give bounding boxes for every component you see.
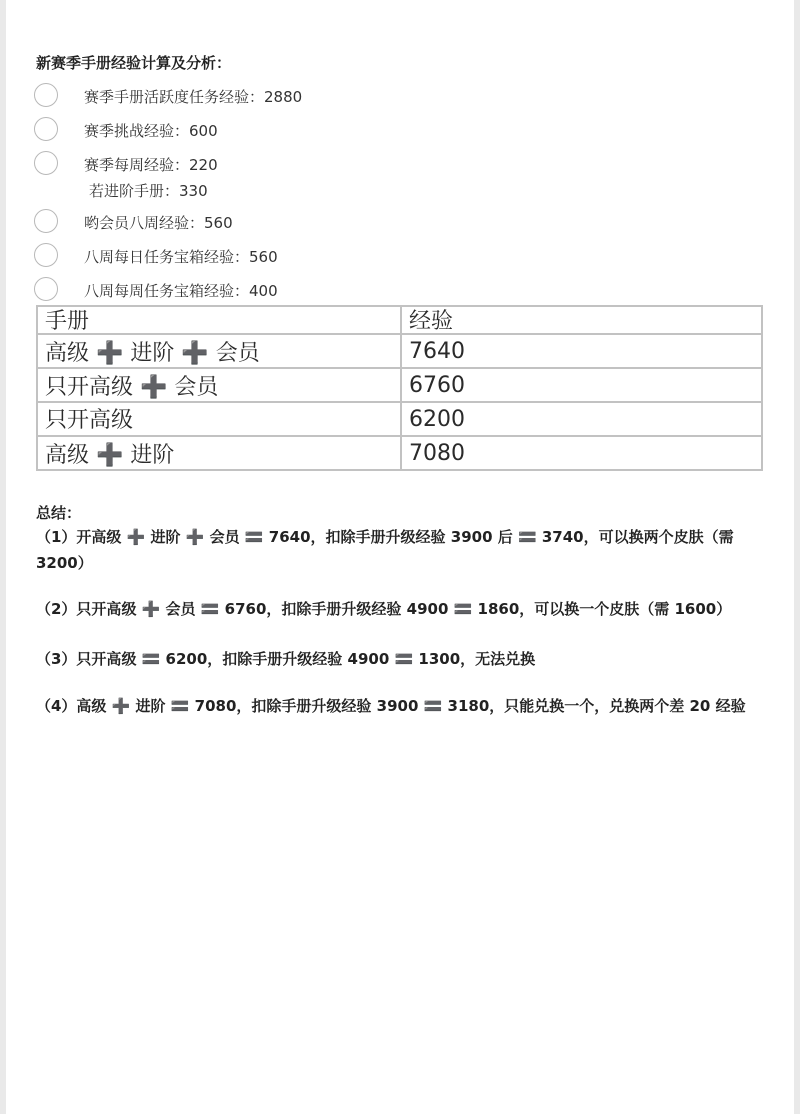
checklist-item-weekly-chest[interactable]	[34, 277, 634, 303]
experience-table	[36, 305, 763, 471]
checkbox-circle-icon[interactable]	[34, 277, 58, 301]
checklist-item-weekly[interactable]	[34, 151, 634, 177]
table-cell: 6200	[401, 402, 762, 436]
summary-line: （2）只开高级 ➕ 会员 🟰 6760，扣除手册升级经验 4900 🟰 1860，可以换一个皮肤（需 1600）	[36, 600, 732, 618]
table-cell: 只开高级 ➕ 会员	[37, 368, 401, 402]
checkbox-circle-icon[interactable]	[34, 243, 58, 267]
checkbox-circle-icon[interactable]	[34, 83, 58, 107]
table-cell: 高级 ➕ 进阶 ➕ 会员	[37, 334, 401, 368]
table-row	[37, 368, 762, 402]
table-row	[37, 334, 762, 368]
summary-line: （3）只开高级 🟰 6200，扣除手册升级经验 4900 🟰 1300，无法兑换	[36, 650, 536, 668]
checklist-item-label: 哟会员八周经验：560	[84, 214, 233, 232]
checkbox-circle-icon[interactable]	[34, 117, 58, 141]
checkbox-circle-icon[interactable]	[34, 151, 58, 175]
checklist-subline-advanced: 若进阶手册：330	[89, 182, 208, 200]
checklist-item-challenge[interactable]	[34, 117, 634, 143]
table-header-cell: 手册	[37, 306, 401, 334]
document-page	[6, 0, 794, 1114]
checklist-item-daily-chest[interactable]	[34, 243, 634, 269]
table-row	[37, 402, 762, 436]
table-cell: 7640	[401, 334, 762, 368]
checklist-item-label: 赛季每周经验：220	[84, 156, 218, 174]
checkbox-circle-icon[interactable]	[34, 209, 58, 233]
checklist-item-label: 八周每周任务宝箱经验：400	[84, 282, 278, 300]
checklist-item-activity[interactable]	[34, 83, 634, 109]
summary-line: （4）高级 ➕ 进阶 🟰 7080，扣除手册升级经验 3900 🟰 3180，只能兑换一个，兑换两个差 20 经验	[36, 697, 746, 715]
table-header-cell: 经验	[401, 306, 762, 334]
checklist-item-label: 赛季手册活跃度任务经验：2880	[84, 88, 303, 106]
checklist-item-label: 八周每日任务宝箱经验：560	[84, 248, 278, 266]
summary-line: （1）开高级 ➕ 进阶 ➕ 会员 🟰 7640，扣除手册升级经验 3900 后 🟰 3740，可以换两个皮肤（需3200）	[36, 528, 734, 572]
summary-title: 总结：	[36, 504, 82, 522]
checklist-item-member[interactable]	[34, 209, 634, 235]
checklist-item-label: 赛季挑战经验：600	[84, 122, 218, 140]
table-row	[37, 436, 762, 470]
table-cell: 7080	[401, 436, 762, 470]
table-header-row	[37, 306, 762, 334]
page-title: 新赛季手册经验计算及分析：	[36, 54, 232, 72]
table-cell: 高级 ➕ 进阶	[37, 436, 401, 470]
table-cell: 6760	[401, 368, 762, 402]
table-cell: 只开高级	[37, 402, 401, 436]
